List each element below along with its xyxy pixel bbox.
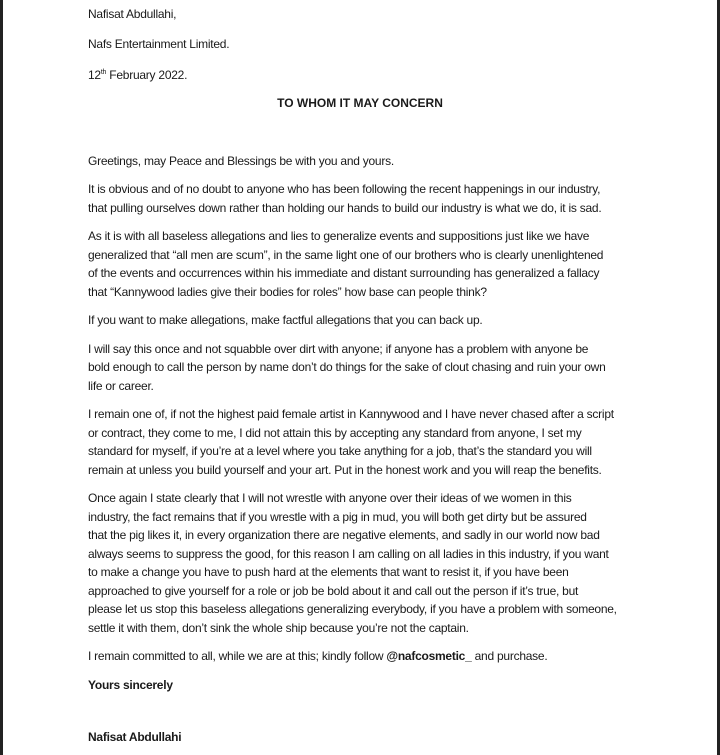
paragraph-line: always seems to suppress the good, for this reason I am calling on all ladies in this industry, if you want: [88, 546, 609, 561]
sender-company: Nafs Entertainment Limited.: [88, 36, 230, 51]
paragraph-line: settle it with them, don’t sink the whole ship because you’re not the captain.: [88, 620, 469, 635]
paragraph-line: bold enough to call the person by name don’t do things for the sake of clout chasing and ruin your own: [88, 360, 606, 374]
paragraph-line: life or career.: [88, 378, 154, 393]
paragraph-line: Once again I state clearly that I will not wrestle with anyone over their ideas of we women in this: [88, 491, 572, 505]
paragraph-line: I will say this once and not squabble over dirt with anyone; if anyone has a problem with anyone be: [88, 341, 589, 356]
paragraph: [88, 489, 698, 637]
paragraph-line: that pulling ourselves down rather than holding our hands to build our industry is what we do, it is sad.: [88, 200, 602, 215]
paragraph-line: As it is with all baseless allegations and lies to generalize events and suppositions just like we have: [88, 229, 590, 243]
date-suffix: th: [100, 69, 107, 76]
closing: Yours sincerely: [88, 677, 173, 692]
paragraph-line: of the events and occurrences within his immediate and distant surrounding has generalized a fallacy: [88, 266, 600, 280]
letter-title: TO WHOM IT MAY CONCERN: [277, 95, 443, 110]
paragraph-line: that the pig likes it, in every organization there are negative elements, and sadly in our world now bad: [88, 528, 600, 542]
paragraph: [88, 227, 698, 301]
paragraph-line: Greetings, may Peace and Blessings be with you and yours.: [88, 153, 394, 168]
sender-name: Nafisat Abdullahi,: [88, 7, 177, 21]
paragraph: [88, 180, 698, 217]
final-text-end: and purchase.: [471, 649, 548, 663]
paragraph-line: that “Kannywood ladies give their bodies for roles” how base can people think?: [88, 284, 487, 299]
paragraph: [88, 311, 698, 330]
paragraph-line: generalized that “all men are scum”, in the same light one of our brothers who is clearly unenlightened: [88, 247, 604, 262]
paragraph-line: remain at unless you build yourself and your art. Put in the honest work and you will reap the benefits.: [88, 462, 602, 477]
paragraph-line: to make a change you have to push hard at the elements that want to resist it, if you have been: [88, 565, 569, 579]
paragraph-line: I remain one of, if not the highest paid female artist in Kannywood and I have never chased after a script: [88, 407, 614, 421]
paragraph-line: approached to give yourself for a role or job be bold about it and call out the person if it’s true, but: [88, 583, 579, 598]
paragraph-line: please let us stop this baseless allegations generalizing everybody, if you have a problem with someone,: [88, 602, 617, 616]
signature-name: Nafisat Abdullahi: [88, 729, 182, 744]
final-paragraph: [88, 647, 698, 666]
date-rest: February 2022.: [106, 68, 188, 82]
letter: [88, 5, 698, 746]
paragraph-line: or contract, they come to me, I did not attain this by accepting any standard from anyone, I set my: [88, 425, 582, 440]
paragraph: [88, 340, 698, 396]
letter-body: [88, 152, 698, 638]
paragraph-line: It is obvious and of no doubt to anyone who has been following the recent happenings in our industry,: [88, 182, 601, 196]
letter-date: [88, 64, 698, 94]
final-text: I remain committed to all, while we are at this; kindly follow: [88, 649, 387, 663]
paragraph-line: industry, the fact remains that if you wrestle with a pig in mud, you will both get dirty but be assured: [88, 509, 587, 524]
instagram-handle: @nafcosmetic_: [386, 649, 472, 663]
paragraph: [88, 152, 698, 171]
paragraph-line: standard for myself, if you’re at a level where you take anything for a job, that’s the standard you will: [88, 444, 592, 458]
paragraph-line: If you want to make allegations, make factful allegations that you can back up.: [88, 313, 483, 327]
paragraph: [88, 405, 698, 479]
date-day: 12: [88, 68, 101, 82]
